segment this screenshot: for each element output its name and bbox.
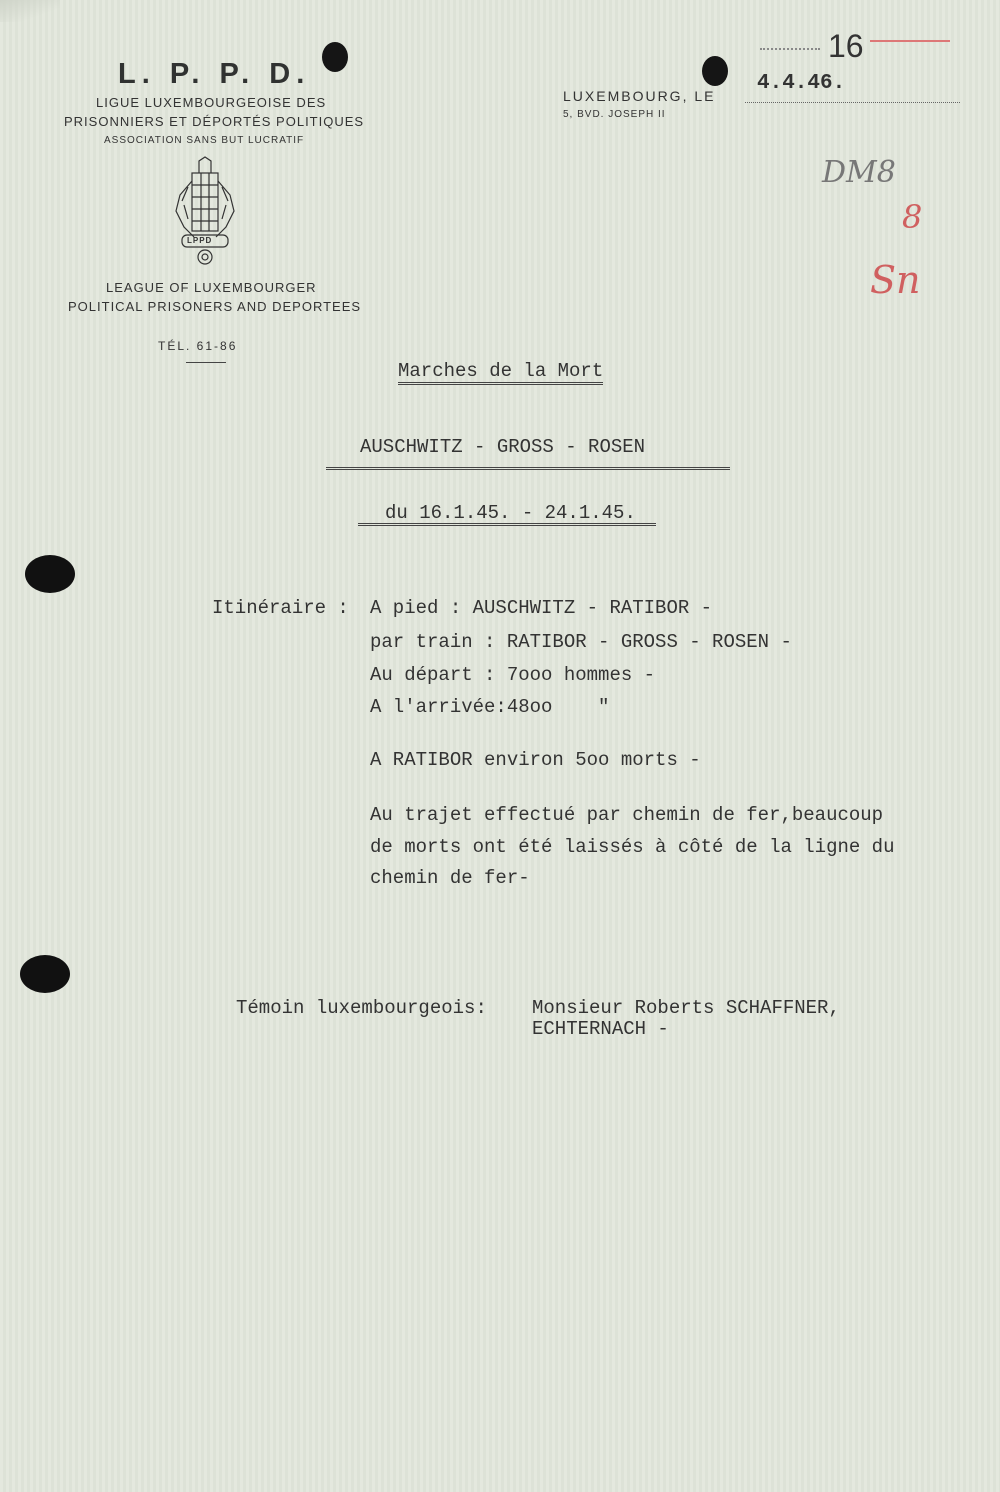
deaths-line: A RATIBOR environ 5oo morts - (370, 749, 701, 771)
witness-name: Monsieur Roberts SCHAFFNER, (532, 997, 840, 1019)
itinerary-line-3: Au départ : 7ooo hommes - (370, 664, 656, 686)
paragraph-line-2: de morts ont été laissés à côté de la ligne du (370, 836, 895, 858)
logo-label: LPPD (187, 236, 213, 245)
punch-hole (20, 955, 70, 993)
letterhead-line-3: ASSOCIATION SANS BUT LUCRATIF (104, 135, 305, 146)
letter-date: 4.4.46. (757, 72, 846, 95)
paper-fold (0, 0, 60, 22)
letterhead-city: LUXEMBOURG, LE (563, 88, 716, 104)
ink-blot (322, 42, 348, 72)
paragraph-line-1: Au trajet effectué par chemin de fer,beaucoup (370, 804, 884, 826)
letterhead-address: 5, BVD. JOSEPH II (563, 109, 666, 120)
letterhead-line-4: LEAGUE OF LUXEMBOURGER (106, 280, 317, 295)
letterhead-divider (186, 362, 226, 363)
margin-note-2: 8 (902, 198, 923, 236)
stamp-number: 16 (828, 28, 864, 64)
date-line (745, 102, 960, 103)
itinerary-line-4: A l'arrivée:48oo " (370, 696, 610, 718)
date-range: du 16.1.45. - 24.1.45. (385, 502, 636, 524)
stamp-dots (760, 48, 820, 50)
witness-place: ECHTERNACH - (532, 1018, 669, 1040)
margin-note-1: DM8 (822, 155, 896, 190)
punch-hole (25, 555, 75, 593)
lppd-logo-icon (170, 155, 240, 270)
date-range-underline (358, 523, 656, 526)
itinerary-label: Itinéraire : (212, 597, 349, 619)
letterhead-line-1: LIGUE LUXEMBOURGEOISE DES (96, 95, 327, 110)
letterhead-line-2: PRISONNIERS ET DÉPORTÉS POLITIQUES (64, 114, 365, 129)
witness-label: Témoin luxembourgeois: (236, 997, 487, 1019)
red-strike (870, 40, 950, 42)
letterhead-title: L. P. P. D. (118, 58, 311, 90)
telephone: TÉL. 61-86 (158, 339, 238, 353)
itinerary-line-1: A pied : AUSCHWITZ - RATIBOR - (370, 597, 713, 619)
letterhead-line-5: POLITICAL PRISONERS AND DEPORTEES (68, 299, 362, 314)
route-title: AUSCHWITZ - GROSS - ROSEN (360, 436, 646, 458)
route-underline (326, 467, 730, 470)
itinerary-line-2: par train : RATIBOR - GROSS - ROSEN - (370, 631, 792, 653)
paragraph-line-3: chemin de fer- (370, 867, 530, 889)
document-title: Marches de la Mort (398, 360, 603, 382)
margin-note-3: Sn (870, 258, 921, 302)
ink-blot (702, 56, 728, 86)
